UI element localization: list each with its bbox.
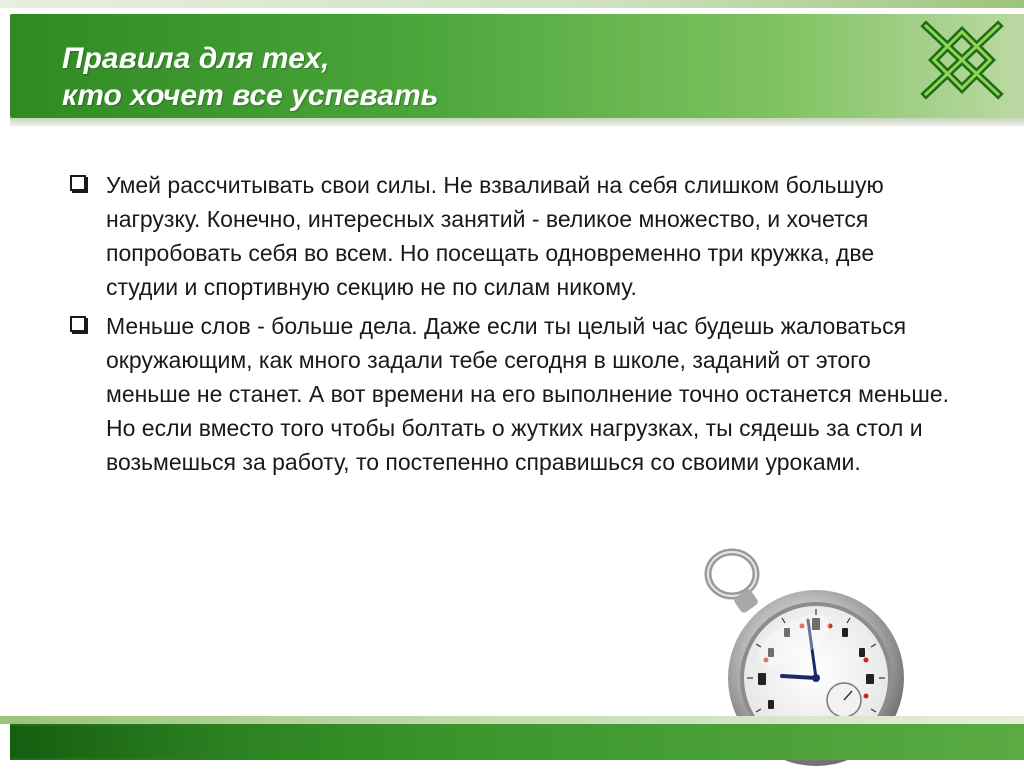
- bullet-text-1: Умей рассчитывать свои силы. Не взваливай на себя слишком большую нагрузку. Конечно, интересных занятий - великое множество, и хочется попробовать себя во всем. Но посещать одновременно три кружка, две студии и спортивную секцию не по силам никому.: [106, 172, 884, 300]
- title-line-1: Правила для тех,: [62, 42, 330, 75]
- checkbox-bullet-icon: [70, 316, 86, 332]
- bullet-text-2: Меньше слов - больше дела. Даже если ты целый час будешь жаловаться окружающим, как много задали тебе сегодня в школе, заданий от этого меньше не станет. А вот времени на его выполнение точно останется меньше. Но если вместо того чтобы болтать о жутких нагрузках, ты сядешь за стол и возьмешься за работу, то постепенно справишься со своими уроками.: [106, 313, 950, 475]
- celtic-knot-logo-icon: [918, 18, 1006, 102]
- footer-accent: [10, 726, 242, 758]
- bullet-item-2: [70, 309, 950, 479]
- title-line-2: кто хочет все успевать: [62, 79, 439, 112]
- checkbox-bullet-icon: [70, 175, 86, 191]
- footer-light-line: [0, 716, 1024, 724]
- slide-content: [70, 168, 950, 484]
- top-decor-line: [0, 0, 1024, 8]
- slide-title: [62, 40, 438, 114]
- bullet-item-1: [70, 168, 950, 304]
- header-shadow: [10, 118, 1024, 126]
